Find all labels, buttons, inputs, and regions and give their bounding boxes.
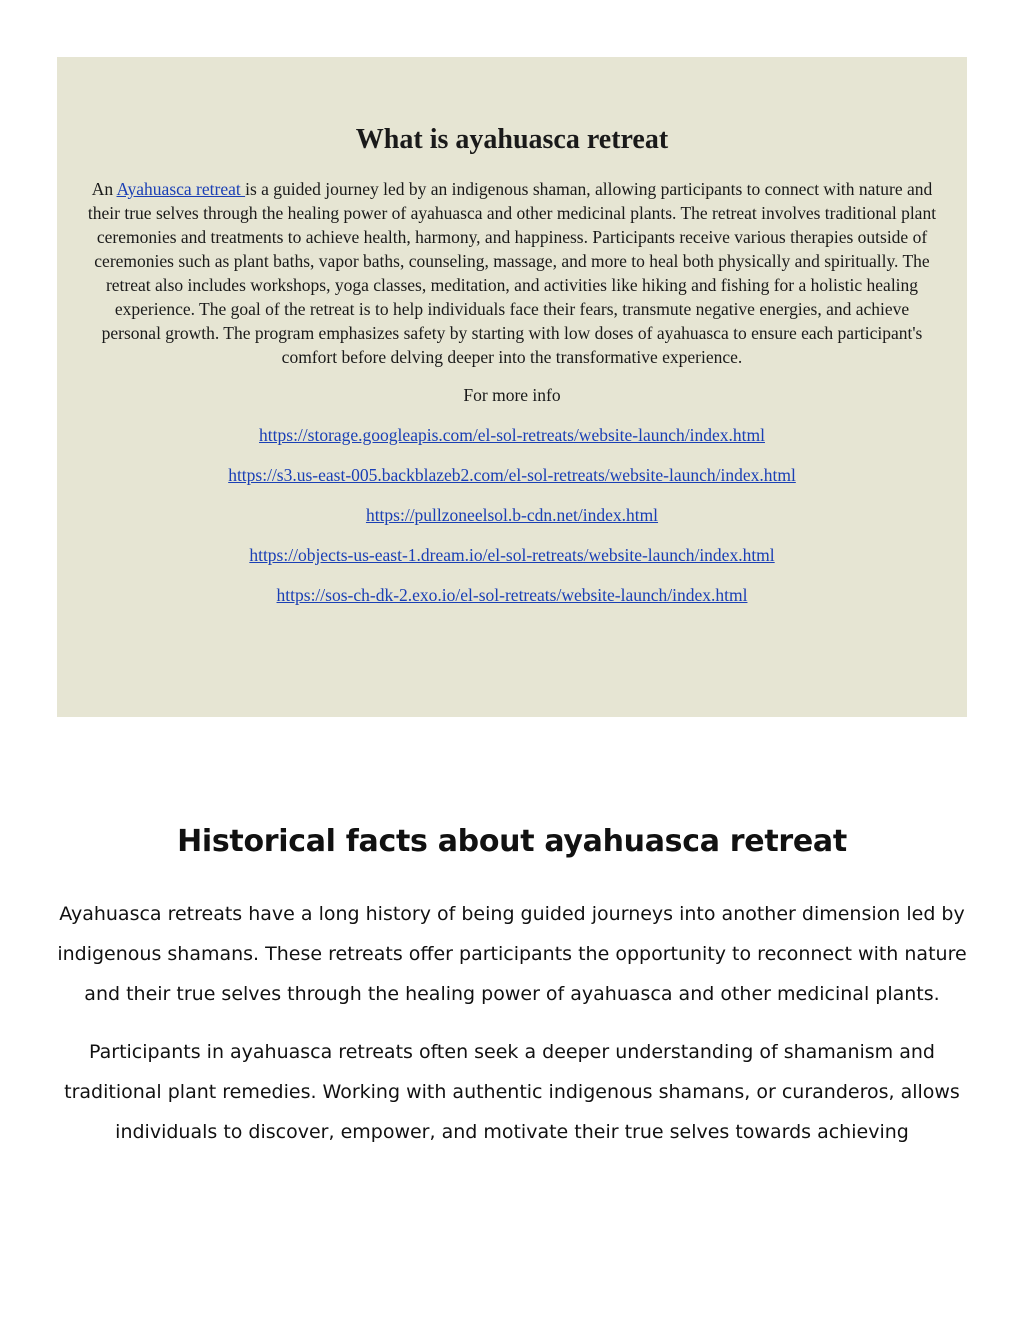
resource-link-backblaze[interactable]: https://s3.us-east-005.backblazeb2.com/el-sol-retreats/website-launch/index.html [228, 465, 796, 485]
link-item [85, 543, 939, 567]
resource-link-dreamio[interactable]: https://objects-us-east-1.dream.io/el-sol-retreats/website-launch/index.html [249, 545, 775, 565]
more-info-label: For more info [463, 385, 561, 405]
resource-link-googleapis[interactable]: https://storage.googleapis.com/el-sol-retreats/website-launch/index.html [259, 425, 765, 445]
resource-link-exoio[interactable]: https://sos-ch-dk-2.exo.io/el-sol-retreats/website-launch/index.html [276, 585, 748, 605]
section-paragraph-1: Ayahuasca retreats have a long history of being guided journeys into another dimension led by indigenous shamans. These retreats offer participants the opportunity to reconnect with nature and their true selves through the healing power of ayahuasca and other medicinal plants. [57, 903, 967, 1005]
card-intro-paragraph [85, 177, 939, 369]
intro-prefix: An [91, 179, 117, 199]
link-item [85, 463, 939, 487]
card-title: What is ayahuasca retreat [355, 124, 669, 155]
section-title: Historical facts about ayahuasca retreat [177, 824, 847, 859]
link-item [85, 503, 939, 527]
resource-link-list [85, 423, 939, 607]
link-item [85, 583, 939, 607]
link-item [85, 423, 939, 447]
section-paragraph-2: Participants in ayahuasca retreats often seek a deeper understanding of shamanism and traditional plant remedies. Working with authentic indigenous shamans, or curanderos, allows individuals to discover, empower, and motivate their true selves towards achieving [64, 1041, 960, 1143]
info-card [57, 57, 967, 717]
intro-rest: is a guided journey led by an indigenous shaman, allowing participants to connect with nature and their true selves through the healing power of ayahuasca and other medicinal plants. The retreat involves traditional plant ceremonies and treatments to achieve health, harmony, and happiness. Participants receive various therapies outside of ceremonies such as plant baths, vapor baths, counseling, massage, and more to heal both physically and spiritually. The retreat also includes workshops, yoga classes, meditation, and activities like hiking and fishing for a holistic healing experience. The goal of the retreat is to help individuals face their fears, transmute negative energies, and achieve personal growth. The program emphasizes safety by starting with low doses of ayahuasca to ensure each participant's comfort before delving deeper into the transformative experience. [87, 179, 937, 367]
ayahuasca-retreat-link[interactable]: Ayahuasca retreat [116, 179, 246, 199]
historical-facts-section [40, 820, 984, 1170]
resource-link-bcdn[interactable]: https://pullzoneelsol.b-cdn.net/index.html [365, 505, 659, 525]
